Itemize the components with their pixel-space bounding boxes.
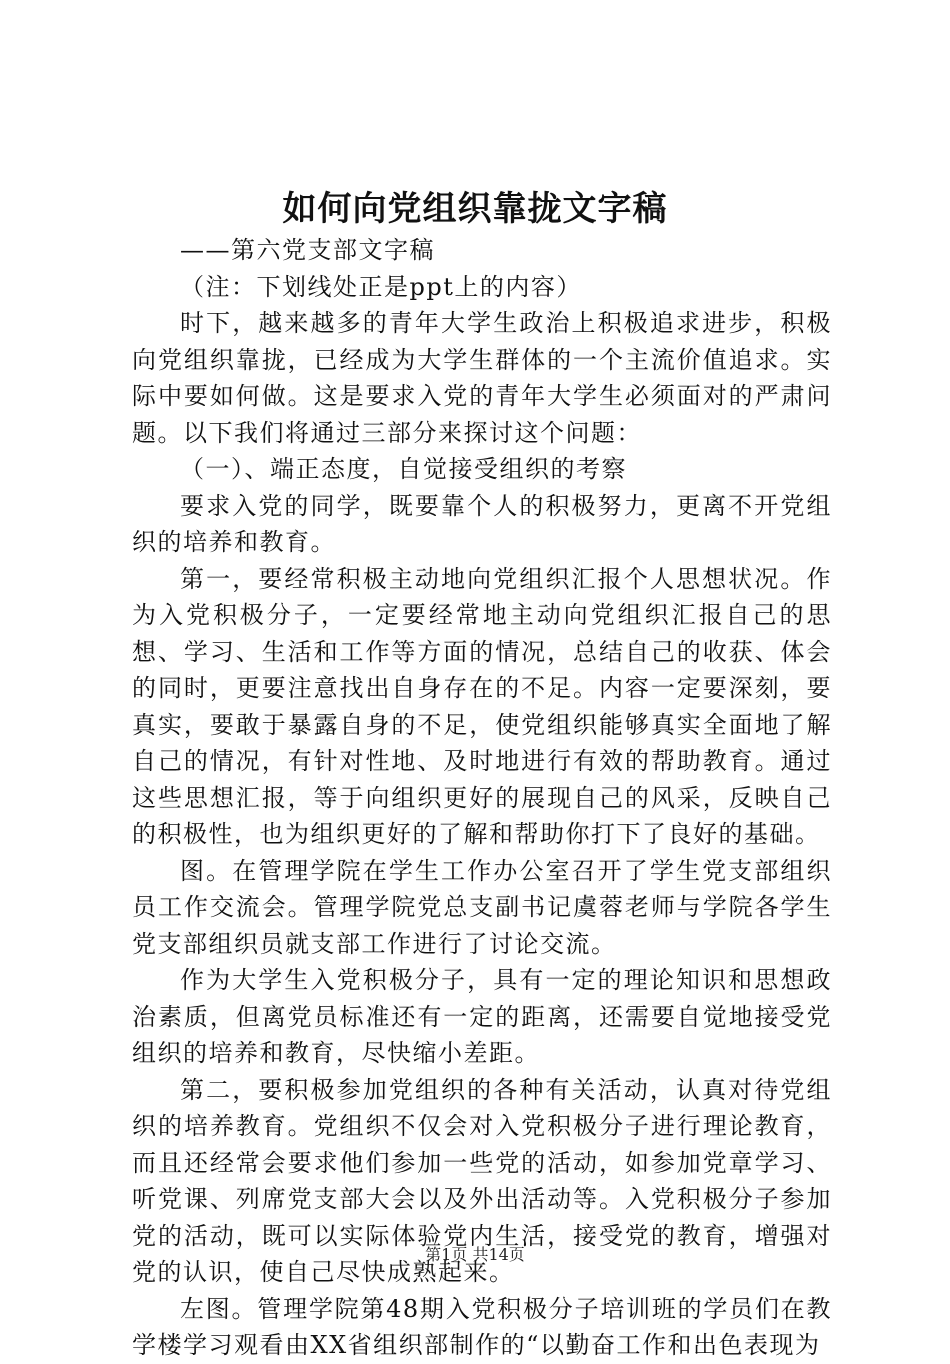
paragraph: 第一，要经常积极主动地向党组织汇报个人思想状况。作为入党积极分子，一定要经常地主动向党组织汇报自己的思想、学习、生活和工作等方面的情况，总结自己的收获、体会的同时，更要注意找出自身存在的不足。内容一定要深刻，要真实，要敢于暴露自身的不足，使党组织能够真实全面地了解自己的情况，有针对性地、及时地进行有效的帮助教育。通过这些思想汇报，等于向组织更好的展现自己的风采，反映自己的积极性，也为组织更好的了解和帮助你打下了良好的基础。: [132, 564, 832, 848]
paragraph: 要求入党的同学，既要靠个人的积极努力，更离不开党组织的培养和教育。: [132, 491, 832, 556]
section-heading: （一）、端正态度，自觉接受组织的考察: [180, 455, 627, 483]
paragraph: 时下，越来越多的青年大学生政治上积极追求进步，积极向党组织靠拢，已经成为大学生群体的一个主流价值追求。实际中要如何做。这是要求入党的青年大学生必须面对的严肃问题。以下我们将通过三部分来探讨这个问题：: [132, 309, 832, 447]
document-title: 如何向党组织靠拢文字稿: [282, 189, 668, 229]
paragraph: 作为大学生入党积极分子，具有一定的理论知识和思想政治素质，但离党员标准还有一定的距离，还需要自觉地接受党组织的培养和教育，尽快缩小差距。: [132, 966, 832, 1067]
paragraph: 第二，要积极参加党组织的各种有关活动，认真对待党组织的培养教育。党组织不仅会对入党积极分子进行理论教育，而且还经常会要求他们参加一些党的活动，如参加党章学习、听党课、列席党支部大会以及外出活动等。入党积极分子参加党的活动，既可以实际体验党内生活，接受党的教育，增强对党的认识，使自己尽快成熟起来。: [132, 1075, 832, 1286]
page-footer: 第1页 共14页: [425, 1245, 525, 1264]
paragraph: 左图。管理学院第48期入党积极分子培训班的学员们在教学楼学习观看由XX省组织部制作的“以勤奋工作和出色表现为: [132, 1294, 832, 1359]
subtitle-line: ——第六党支部文字稿: [180, 236, 435, 264]
paragraph: 图。在管理学院在学生工作办公室召开了学生党支部组织员工作交流会。管理学院党总支副书记虞蓉老师与学院各学生党支部组织员就支部工作进行了讨论交流。: [132, 856, 832, 958]
note-line: （注：下划线处正是ppt上的内容）: [180, 272, 582, 301]
document-body: [132, 232, 832, 1364]
